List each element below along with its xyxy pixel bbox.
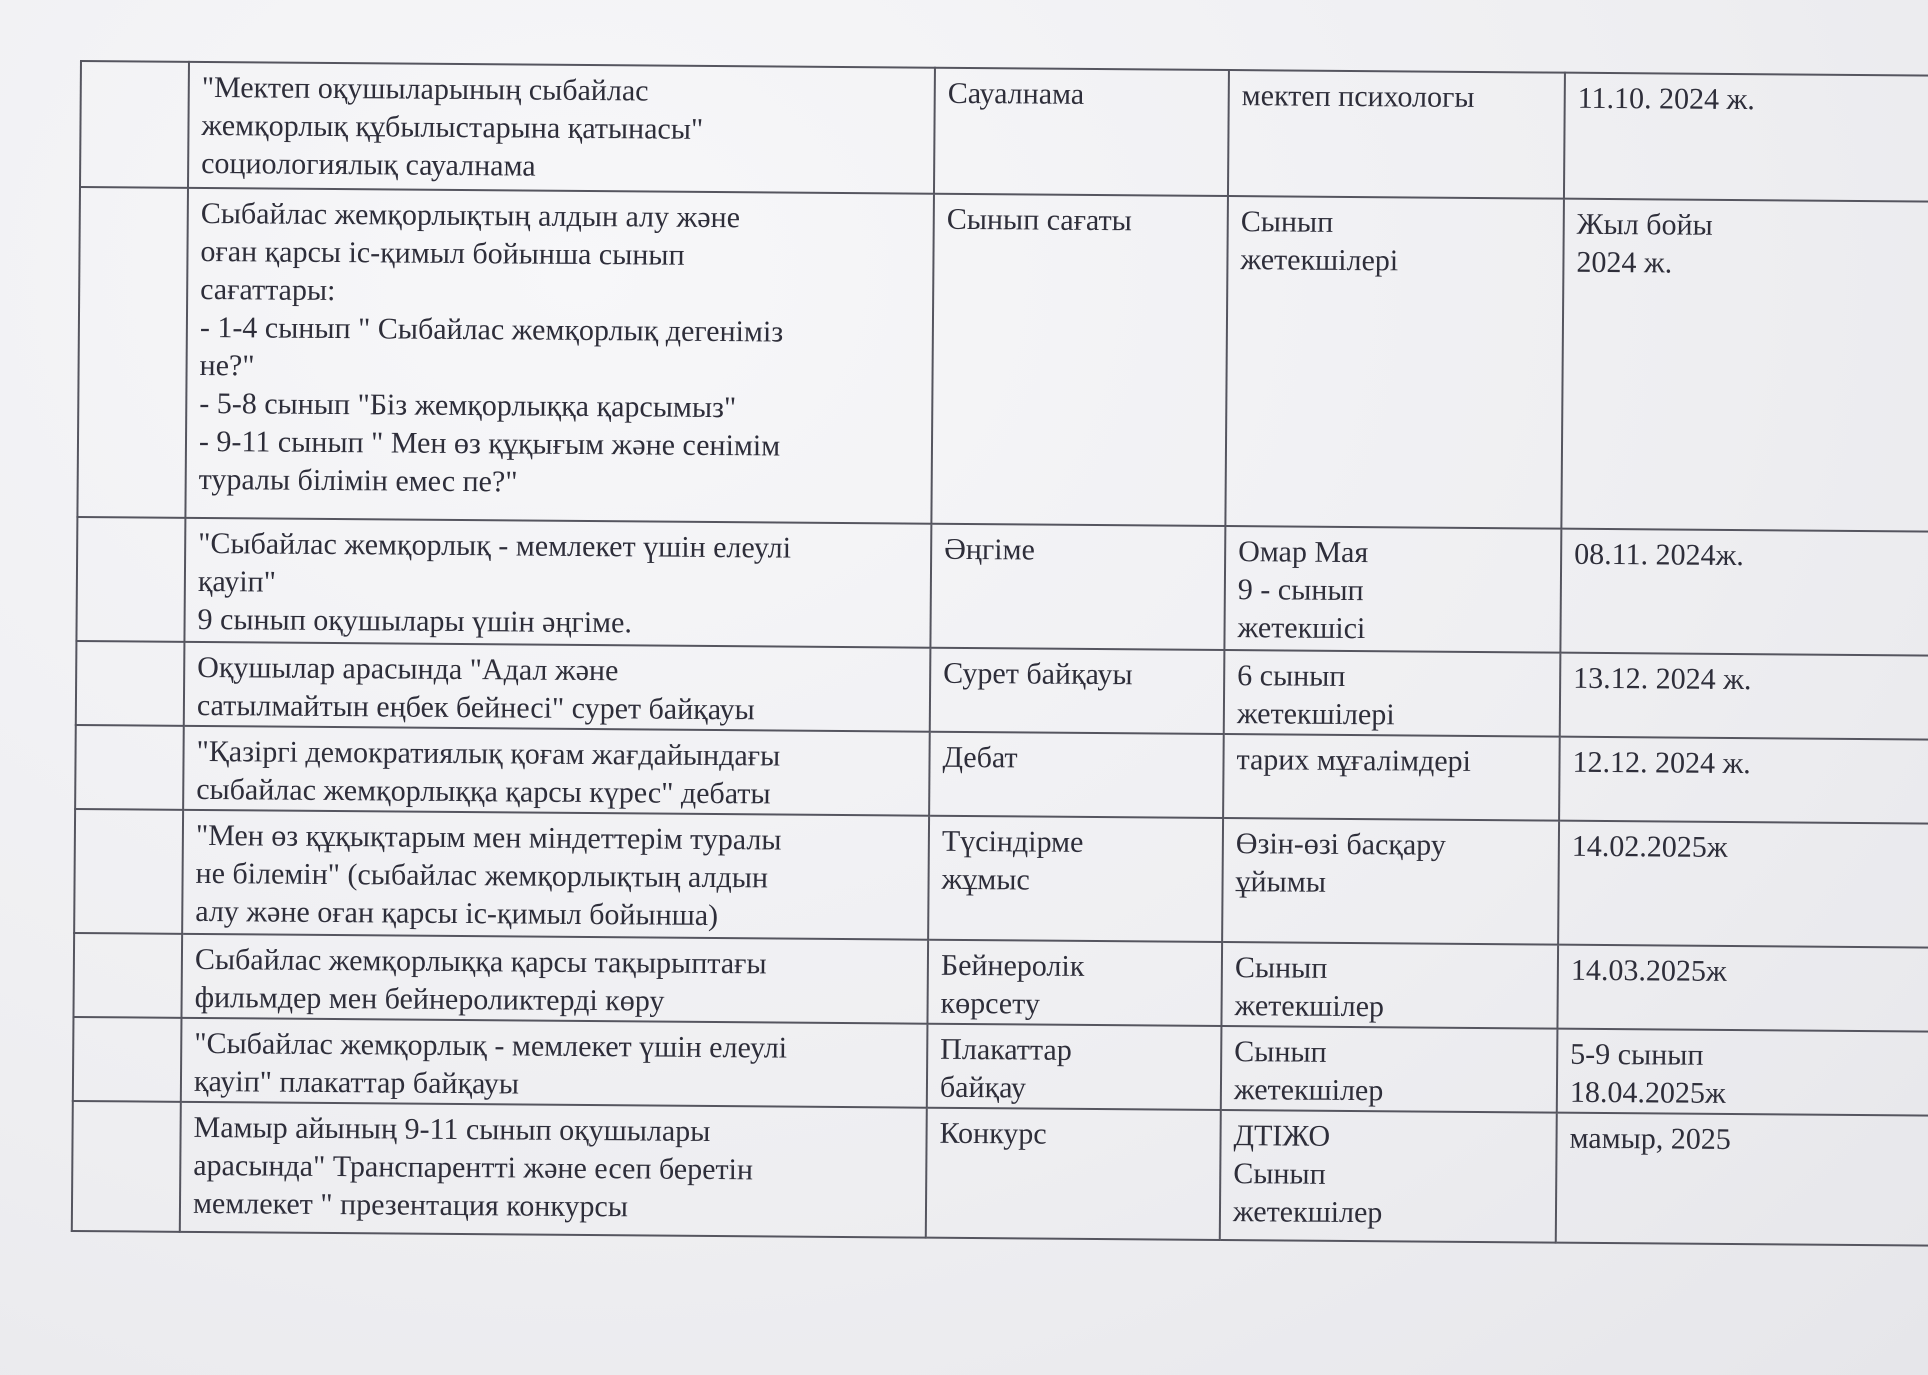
- date-cell: 13.12. 2024 ж.: [1560, 653, 1928, 740]
- date-cell: Жыл бойы 2024 ж.: [1561, 199, 1928, 532]
- row-number-cell: [75, 725, 184, 810]
- row-number-cell: [74, 809, 183, 934]
- form-cell: Бейнеролік көрсету: [927, 940, 1222, 1026]
- form-cell: Әңгіме: [930, 524, 1225, 650]
- form-cell: Плакаттар байқау: [927, 1024, 1222, 1110]
- table-row: [77, 187, 1928, 532]
- row-number-cell: [80, 61, 189, 188]
- event-cell: Сыбайлас жемқорлықтың алдын алу және оған қарсы іс-қимыл бойынша сынып сағаттары: - 1-4 сынып " Сыбайлас жемқорлық дегеніміз не?" - 5-8 сынып "Біз жемқорлыққа қарсымыз" - 9-11 сынып " Мен өз құқығым және сенімім туралы білімін емес пе?": [185, 188, 934, 524]
- form-cell: Сынып сағаты: [931, 194, 1228, 526]
- form-cell: Түсіндірме жұмыс: [928, 816, 1223, 942]
- table-row: [72, 1101, 1928, 1246]
- event-cell: Сыбайлас жемқорлыққа қарсы тақырыптағы фильмдер мен бейнероликтерді көру: [181, 934, 928, 1024]
- event-plan-table: [71, 60, 1928, 1247]
- responsible-cell: Сынып жетекшілер: [1221, 1026, 1558, 1113]
- event-cell: "Сыбайлас жемқорлық - мемлекет үшін елеулі қауіп" 9 сынып оқушылары үшін әңгіме.: [184, 518, 931, 648]
- event-cell: "Сыбайлас жемқорлық - мемлекет үшін елеулі қауіп" плакаттар байқауы: [181, 1018, 928, 1108]
- table-row: [80, 61, 1928, 202]
- row-number-cell: [72, 1101, 181, 1232]
- form-cell: Сауалнама: [934, 68, 1229, 196]
- responsible-cell: Өзін-өзі басқару ұйымы: [1222, 818, 1559, 945]
- date-cell: 14.02.2025ж: [1558, 821, 1928, 948]
- event-cell: Оқушылар арасында "Адал және сатылмайтын еңбек бейнесі" сурет байқауы: [184, 642, 931, 732]
- form-cell: Конкурс: [926, 1108, 1221, 1240]
- table-row: [76, 641, 1928, 740]
- responsible-cell: мектеп психологы: [1228, 70, 1565, 199]
- row-number-cell: [76, 517, 185, 642]
- row-number-cell: [77, 187, 188, 518]
- date-cell: 5-9 сынып 18.04.2025ж: [1557, 1029, 1928, 1116]
- responsible-cell: Сынып жетекшілер: [1221, 942, 1558, 1029]
- event-cell: "Мен өз құқықтарым мен міндеттерім туралы не білемін" (сыбайлас жемқорлықтың алдын алу және оған қарсы іс-қимыл бойынша): [182, 810, 929, 940]
- row-number-cell: [76, 641, 185, 726]
- event-cell: "Мектеп оқушыларының сыбайлас жемқорлық құбылыстарына қатынасы" социологиялық сауалнама: [188, 62, 935, 194]
- responsible-cell: Омар Мая 9 - сынып жетекшісі: [1224, 526, 1561, 653]
- date-cell: 11.10. 2024 ж.: [1564, 73, 1928, 202]
- date-cell: 12.12. 2024 ж.: [1559, 737, 1928, 824]
- table-row: [76, 517, 1928, 656]
- table-row: [73, 1017, 1928, 1116]
- responsible-cell: 6 сынып жетекшілері: [1224, 650, 1561, 737]
- event-cell: "Қазіргі демократиялық қоғам жағдайындағы сыбайлас жемқорлыққа қарсы күрес" дебаты: [183, 726, 930, 816]
- responsible-cell: Сынып жетекшілері: [1225, 196, 1564, 529]
- table-row: [75, 725, 1928, 824]
- form-cell: Дебат: [929, 732, 1224, 818]
- form-cell: Сурет байқауы: [930, 648, 1225, 734]
- responsible-cell: ДТІЖО Сынып жетекшілер: [1220, 1110, 1557, 1243]
- row-number-cell: [73, 933, 182, 1018]
- event-cell: Мамыр айының 9-11 сынып оқушылары арасында" Транспарентті және есеп беретін мемлекет " презентация конкурсы: [180, 1102, 927, 1238]
- table-row: [74, 809, 1928, 948]
- date-cell: 08.11. 2024ж.: [1560, 529, 1928, 656]
- date-cell: 14.03.2025ж: [1557, 945, 1928, 1032]
- table-row: [73, 933, 1928, 1032]
- row-number-cell: [73, 1017, 182, 1102]
- date-cell: мамыр, 2025: [1556, 1113, 1928, 1246]
- responsible-cell: тарих мұғалімдері: [1223, 734, 1560, 821]
